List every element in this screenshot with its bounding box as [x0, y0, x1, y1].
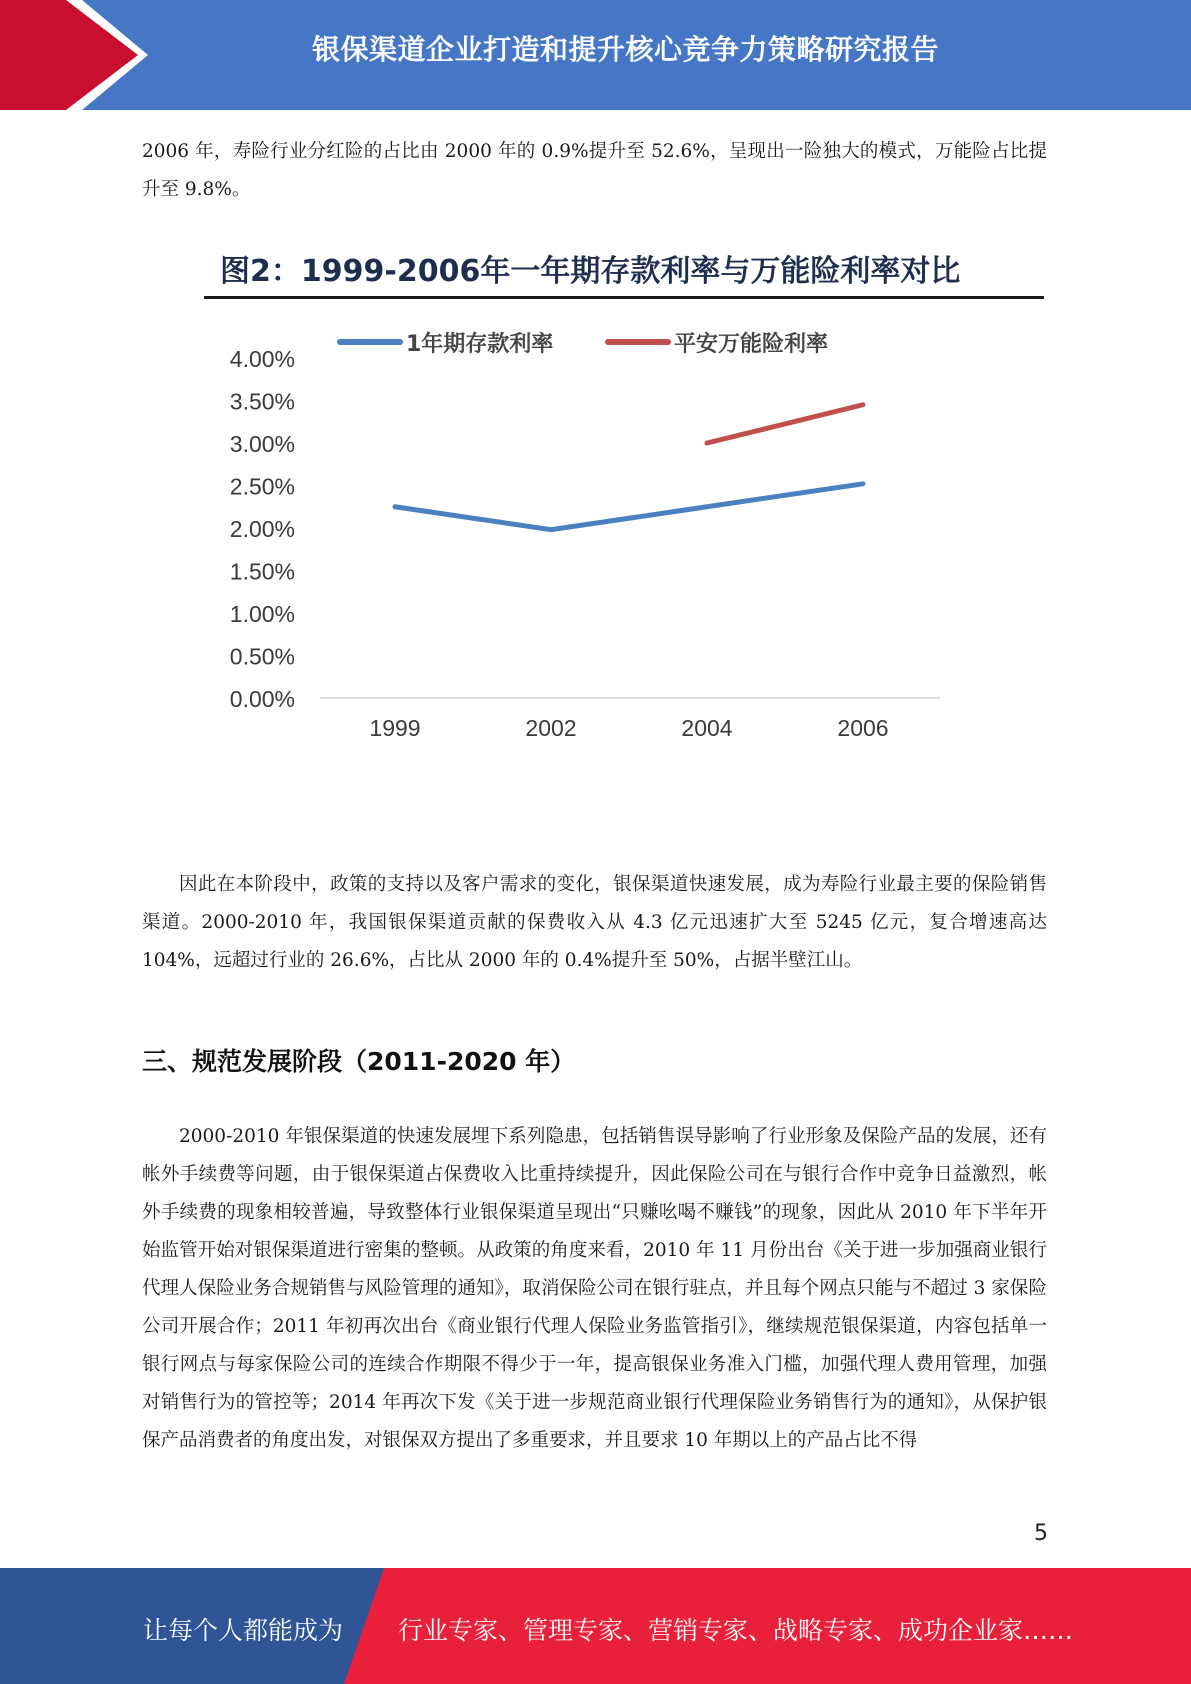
- header-arrow-red: [0, 0, 148, 110]
- x-tick-label: 2002: [525, 715, 577, 741]
- intro-paragraph: 2006 年，寿险行业分红险的占比由 2000 年的 0.9%提升至 52.6%，呈现出一险独大的模式，万能险占比提升至 9.8%。: [142, 141, 1047, 200]
- y-tick-label: 1.50%: [229, 558, 295, 585]
- page-header: [0, 0, 1191, 110]
- footer-slogan-right: 行业专家、管理专家、营销专家、战略专家、成功企业家……: [398, 1616, 1074, 1645]
- footer-slogan-left: 让每个人都能成为: [143, 1616, 344, 1645]
- figure-title-rule: [204, 296, 1044, 299]
- page-footer: [0, 1568, 1191, 1684]
- y-tick-label: 1.00%: [229, 601, 295, 627]
- figure-title: 图2：1999-2006年一年期存款利率与万能险利率对比: [220, 254, 961, 289]
- x-tick-label: 1999: [369, 715, 421, 741]
- chart-svg: [180, 320, 1080, 810]
- x-tick-label: 2004: [681, 715, 733, 741]
- figure: [180, 240, 1080, 810]
- y-tick-label: 2.00%: [229, 516, 295, 542]
- header-arrow-decoration: [0, 0, 160, 110]
- y-tick-label: 2.50%: [229, 473, 295, 500]
- page-number: 5: [1034, 1521, 1048, 1546]
- section-title: 三、规范发展阶段（2011-2020 年）: [142, 1047, 576, 1076]
- header-title: 银保渠道企业打造和提升核心竞争力策略研究报告: [311, 33, 939, 66]
- y-tick-label: 0.50%: [229, 643, 295, 670]
- y-tick-label: 3.50%: [229, 388, 295, 415]
- legend-label-1: 平安万能险利率: [674, 332, 829, 357]
- line-chart: [180, 320, 1080, 810]
- y-tick-label: 3.00%: [229, 431, 295, 457]
- body-paragraph-3: 2000-2010 年银保渠道的快速发展埋下系列隐患，包括销售误导影响了行业形象及保险产品的发展，还有帐外手续费等问题，由于银保渠道占保费收入比重持续提升，因此保险公司在与银行合作中竞争日益激烈，帐外手续费的现象相较普遍，导致整体行业银保渠道呈现出“只赚吆喝不赚钱”的现象，因此从 2010 年下半年开始监管开始对银保渠道进行密集的整顿。从政策的角度来看，2010 年 11 月份出台《关于进一步加强商业银行代理人保险业务合规销售与风险管理的通知》，取消保险公司在银行驻点，并且每个网点只能与不超过 3 家保险公司开展合作；2011 年初再次出台《商业银行代理人保险业务监管指引》，继续规范银保渠道，内容包括单一银行网点与每家保险公司的连续合作期限不得少于一年，提高银保业务准入门槛，加强代理人费用管理，加强对销售行为的管控等；2014 年再次下发《关于进一步规范商业银行代理保险业务销售行为的通知》，从保护银保产品消费者的角度出发，对银保双方提出了多重要求，并且要求 10 年期以上的产品占比不得: [142, 1126, 1047, 1451]
- legend-label-0: 1年期存款利率: [406, 332, 554, 357]
- body-paragraph-2: 因此在本阶段中，政策的支持以及客户需求的变化，银保渠道快速发展，成为寿险行业最主要的保险销售渠道。2000-2010 年，我国银保渠道贡献的保费收入从 4.3 亿元迅速扩大至 5245 亿元，复合增速高达 104%，远超过行业的 26.6%，占比从 2000 年的 0.4%提升至 50%，占据半壁江山。: [142, 874, 1047, 971]
- x-tick-label: 2006: [837, 715, 889, 741]
- series-line-1: [707, 405, 863, 443]
- y-tick-label: 0.00%: [229, 686, 295, 712]
- series-line-0: [395, 484, 863, 530]
- y-tick-label: 4.00%: [229, 346, 295, 372]
